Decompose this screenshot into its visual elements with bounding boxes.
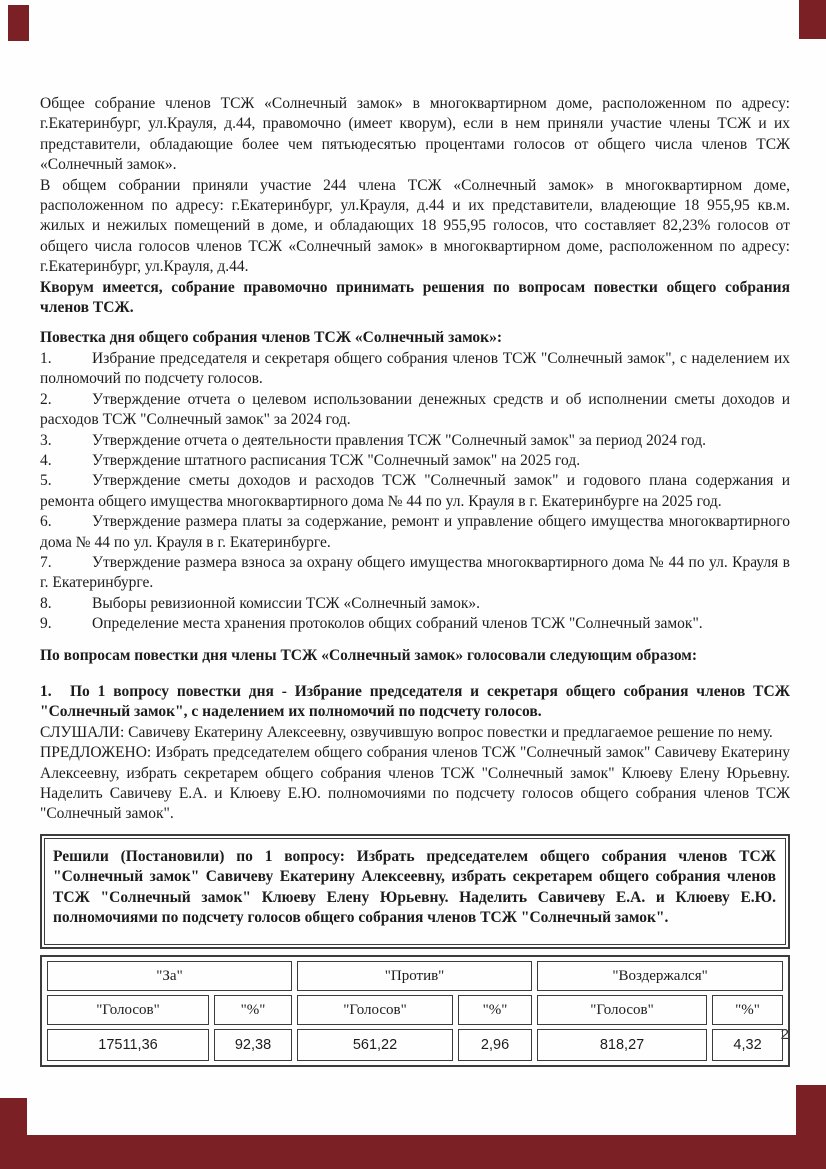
intro-paragraph-quorum-rule: Общее собрание членов ТСЖ «Солнечный замок» в многоквартирном доме, расположенном по адресу: г.Екатеринбург, ул.Крауля, д.44, правомочно (имеет кворум), если в нем приняли участие члены ТСЖ и их представители, обладающие более чем пятьюдесятью процентами голосов от общего числа членов ТСЖ «Солнечный замок». [40, 95, 790, 174]
page-number: 2 [780, 1026, 789, 1043]
question-heading-text: По 1 вопросу повестки дня - Избрание председателя и секретаря общего собрания членов ТСЖ "Солнечный замок", с наделением их полномочий по подсчету голосов. [40, 682, 790, 721]
predlozheno-paragraph: ПРЕДЛОЖЕНО: Избрать председателем общего собрания членов ТСЖ "Солнечный замок" Савичеву Екатерину Алексеевну, избрать секретарем общего собрания членов ТСЖ "Солнечный замок" Клюеву Елену Юрьевну. Наделить Савичеву Е.А. и Клюеву Е.Ю. полномочиями по подсчету голосов общего собрания членов ТСЖ "Солнечный замок". [40, 744, 790, 823]
table-row-values [47, 1029, 783, 1061]
agenda-item-number: 9. [40, 615, 52, 633]
agenda-heading: Повестка дня общего собрания членов ТСЖ «Солнечный замок»: [40, 329, 503, 347]
agenda-item-9 [40, 614, 790, 634]
group-header-za: "За" [47, 961, 292, 991]
agenda-item-text: Утверждение штатного расписания ТСЖ "Солнечный замок" на 2025 год. [92, 451, 581, 469]
document-body [40, 94, 790, 1067]
quorum-statement: Кворум имеется, собрание правомочно принимать решения по вопросам повестки общего собрания членов ТСЖ. [40, 278, 790, 317]
value-vozderzhalsya-percent: 4,32 [712, 1029, 783, 1061]
agenda-item-number: 3. [40, 431, 52, 449]
scan-corner-bottom-left [0, 1098, 27, 1169]
agenda-item-text: Утверждение отчета о целевом использовании денежных средств и об исполнении сметы доходов и расходов ТСЖ "Солнечный замок" за 2024 год. [40, 390, 790, 429]
agenda-item-text: Выборы ревизионной комиссии ТСЖ «Солнечный замок». [92, 594, 480, 612]
value-protiv-votes: 561,22 [297, 1029, 453, 1061]
scan-corner-top-left [8, 5, 29, 41]
agenda-item-3 [40, 431, 790, 451]
agenda-item-7 [40, 553, 790, 594]
subheader-percent: "%" [458, 995, 532, 1025]
agenda-item-text: Утверждение размера платы за содержание, ремонт и управление общего имущества многоквартирного дома № 44 по ул. Крауля в г. Екатеринбурге. [40, 513, 790, 551]
intro-paragraph-participation: В общем собрании приняли участие 244 члена ТСЖ «Солнечный замок» в многоквартирном доме, расположенном по адресу: г.Екатеринбург, ул.Крауля, д.44 и их представители, владеющие 18 955,95 кв.м. жилых и нежилых помещений в доме, и обладающих 18 955,95 голосов, что составляет 82,23% голосов от общего числа голосов членов ТСЖ «Солнечный замок» в многоквартирном доме, расположенном по адресу: г.Екатеринбург, ул.Крауля, д.44. [40, 176, 790, 276]
scan-edge-bottom [0, 1135, 826, 1169]
table-row-subheaders [47, 995, 783, 1025]
subheader-votes: "Голосов" [537, 995, 707, 1025]
slushali-paragraph: СЛУШАЛИ: Савичеву Екатерину Алексеевну, озвучившую вопрос повестки и предлагаемое решение по нему. [40, 723, 773, 741]
agenda-item-number: 5. [40, 472, 52, 490]
agenda-item-number: 4. [40, 451, 52, 469]
scan-corner-top-right [799, 0, 826, 39]
group-header-vozderzhalsya: "Воздержался" [537, 961, 783, 991]
agenda-item-number: 2. [40, 390, 52, 408]
value-vozderzhalsya-votes: 818,27 [537, 1029, 707, 1061]
resolution-text: Решили (Постановили) по 1 вопросу: Избрать председателем общего собрания членов ТСЖ "Солнечный замок" Савичеву Екатерину Алексеевну, избрать секретарем общего собрания членов ТСЖ "Солнечный замок" Клюеву Елену Юрьевну. Наделить Савичеву Е.А. и Клюеву Е.Ю. полномочиями по подсчету голосов общего собрания членов ТСЖ "Солнечный замок". [44, 838, 786, 946]
question-number: 1. [40, 682, 52, 700]
agenda-item-text: Определение места хранения протоколов общих собраний членов ТСЖ "Солнечный замок". [92, 615, 703, 633]
agenda-item-6 [40, 512, 790, 553]
agenda-item-number: 6. [40, 513, 52, 531]
agenda-item-4 [40, 451, 790, 471]
agenda-item-2 [40, 390, 790, 431]
agenda-item-text: Утверждение размера взноса за охрану общего имущества многоквартирного дома № 44 по ул. Крауля в г. Екатеринбурге. [40, 553, 790, 592]
value-za-votes: 17511,36 [47, 1029, 209, 1061]
table-row-groups [47, 961, 783, 991]
agenda-item-number: 1. [40, 349, 52, 367]
agenda-item-number: 7. [40, 553, 52, 571]
resolution-box [40, 834, 790, 950]
value-protiv-percent: 2,96 [458, 1029, 532, 1061]
agenda-item-text: Утверждение сметы доходов и расходов ТСЖ "Солнечный замок" и годового плана содержания и ремонта общего имущества многоквартирного дома № 44 по ул. Крауля в г. Екатеринбурге на 2025 год. [40, 472, 790, 510]
agenda-item-8 [40, 594, 790, 614]
agenda-item-text: Утверждение отчета о деятельности правления ТСЖ "Солнечный замок" за период 2024 год. [92, 431, 706, 449]
subheader-percent: "%" [712, 995, 783, 1025]
subheader-votes: "Голосов" [297, 995, 453, 1025]
agenda-item-1 [40, 349, 790, 390]
group-header-protiv: "Против" [297, 961, 532, 991]
scan-corner-bottom-right [796, 1085, 826, 1169]
agenda-item-5 [40, 471, 790, 512]
agenda-item-number: 8. [40, 594, 52, 612]
subheader-percent: "%" [214, 995, 292, 1025]
question-1-heading [40, 682, 790, 723]
voting-intro: По вопросам повестки дня члены ТСЖ «Солнечный замок» голосовали следующим образом: [40, 646, 697, 664]
vote-results-table [40, 955, 790, 1067]
agenda-item-text: Избрание председателя и секретаря общего собрания членов ТСЖ "Солнечный замок", с наделением их полномочий по подсчету голосов. [40, 349, 790, 388]
subheader-votes: "Голосов" [47, 995, 209, 1025]
value-za-percent: 92,38 [214, 1029, 292, 1061]
